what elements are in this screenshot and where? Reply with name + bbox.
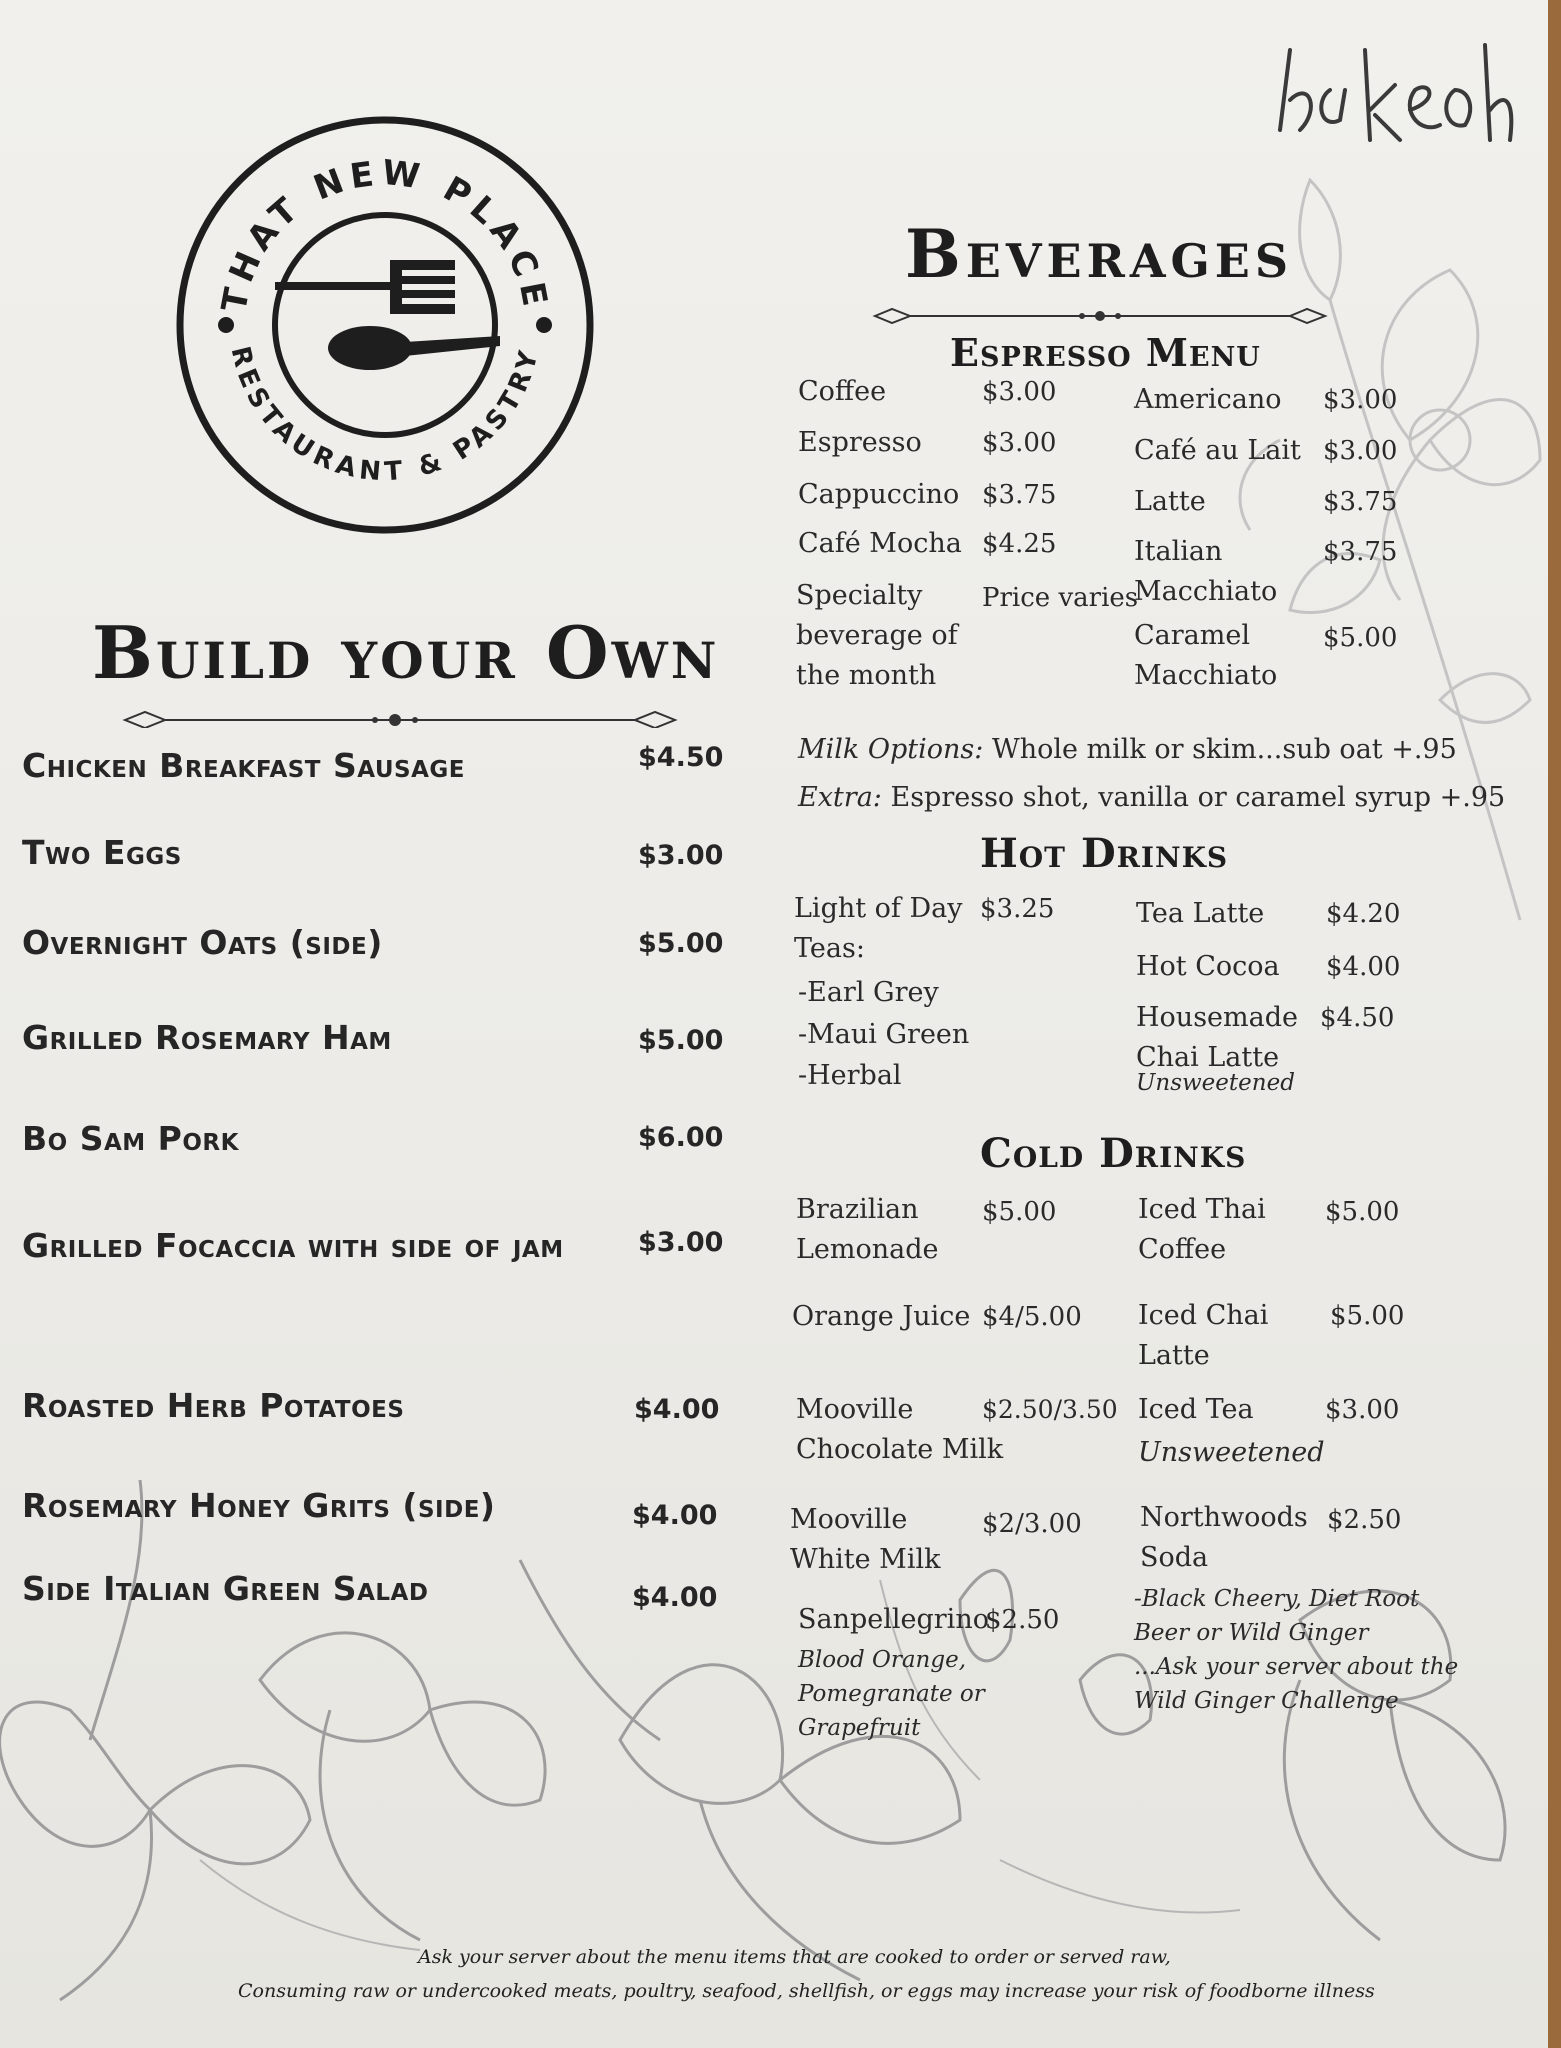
drink-price: $4.50	[1320, 1003, 1395, 1033]
drink-name: Coffee	[798, 376, 887, 407]
drink-price: $5.00	[982, 1197, 1057, 1227]
drink-price: $3.75	[1323, 537, 1398, 567]
drink-name: Hot Cocoa	[1136, 951, 1280, 982]
menu-item-name: Overnight Oats (side)	[22, 923, 383, 962]
drink-price: $3.00	[1325, 1395, 1400, 1425]
menu-item-price: $4.00	[634, 1394, 720, 1425]
menu-item-price: $5.00	[638, 928, 724, 959]
tea-option: -Maui Green	[798, 1019, 970, 1050]
drink-price: $5.00	[1325, 1197, 1400, 1227]
drink-name: Café Mocha	[798, 528, 962, 559]
drink-name: Cappuccino	[798, 479, 960, 510]
menu-item-price: $6.00	[638, 1122, 724, 1153]
menu-item-price: $3.00	[638, 1227, 724, 1258]
menu-item-name: Roasted Herb Potatoes	[22, 1386, 405, 1425]
drink-name: Italian Macchiato	[1134, 536, 1278, 607]
extra-options-label: Extra:	[798, 782, 882, 813]
fork-spoon-icon	[275, 260, 500, 370]
drink-price: $4/5.00	[982, 1302, 1082, 1332]
drink-name: Light of Day Teas:	[794, 893, 963, 964]
menu-item-price: $3.00	[638, 840, 724, 871]
drink-price: $2.50	[1327, 1505, 1402, 1535]
drink-name: Orange Juice	[792, 1301, 971, 1332]
drink-name: Espresso	[798, 427, 922, 458]
menu-item-name: Rosemary Honey Grits (side)	[22, 1486, 496, 1525]
drink-price: $4.00	[1326, 952, 1401, 982]
section-divider	[860, 304, 1340, 324]
menu-item-price: $5.00	[638, 1025, 724, 1056]
drink-price: $3.75	[1323, 487, 1398, 517]
footer-notice-line1: Ask your server about the menu items that are cooked to order or served raw,	[418, 1946, 1171, 1968]
milk-options	[798, 730, 1457, 770]
menu-item-price: $4.00	[632, 1582, 718, 1613]
tea-option: -Herbal	[798, 1060, 902, 1091]
logo-top-text: THAT NEW PLACE	[214, 152, 556, 316]
drink-price: $4.20	[1326, 899, 1401, 929]
drink-price: $3.25	[980, 894, 1055, 924]
drink-price: $4.25	[982, 529, 1057, 559]
menu-item-name: Side Italian Green Salad	[22, 1569, 429, 1608]
footer-notice-line2: Consuming raw or undercooked meats, poultry, seafood, shellfish, or eggs may increase your risk of foodborne illness	[238, 1980, 1375, 2002]
drink-name: Americano	[1134, 384, 1282, 415]
drink-price: $3.00	[1323, 385, 1398, 415]
drink-name: Café au Lait	[1134, 435, 1301, 466]
menu-item-name: Bo Sam Pork	[22, 1119, 239, 1158]
drink-name: Mooville White Milk	[790, 1504, 941, 1575]
drink-note: -Black Cheery, Diet Root Beer or Wild Ginger	[1134, 1586, 1420, 1646]
drink-name: Mooville Chocolate Milk	[796, 1394, 1004, 1465]
handwritten-note-text: Bakeshop	[1270, 30, 1275, 31]
drink-price: $3.00	[982, 428, 1057, 458]
drink-note: Blood Orange, Pomegranate or Grapefruit	[798, 1647, 985, 1741]
beverages-title: Beverages	[905, 215, 1294, 293]
svg-text:THAT NEW PLACE	[214, 153, 555, 315]
drink-name: Brazilian Lemonade	[796, 1194, 939, 1265]
drink-note: Unsweetened	[1136, 1070, 1295, 1096]
menu-item-name: Chicken Breakfast Sausage	[22, 746, 465, 785]
espresso-menu-title: Espresso Menu	[950, 330, 1261, 375]
tea-option: -Earl Grey	[798, 977, 939, 1008]
logo-bottom-text: RESTAURANT & PASTRY	[224, 343, 546, 488]
drink-name: Northwoods Soda	[1140, 1502, 1308, 1573]
drink-name: Housemade Chai Latte	[1136, 1002, 1298, 1073]
drink-name: Tea Latte	[1136, 898, 1265, 929]
drink-price: $3.75	[982, 480, 1057, 510]
cold-drinks-title: Cold Drinks	[980, 1130, 1247, 1177]
drink-price: $5.00	[1330, 1301, 1405, 1331]
drink-name: Specialty beverage of the month	[796, 580, 958, 691]
build-your-own-title: Build your Own	[92, 610, 720, 695]
drink-price: $3.00	[1323, 436, 1398, 466]
menu-item-name: Grilled Focaccia with side of jam	[22, 1226, 564, 1265]
drink-price: $2.50	[985, 1605, 1060, 1635]
drink-price: Price varies	[982, 583, 1139, 613]
drink-note: Unsweetened	[1138, 1437, 1325, 1468]
drink-price: $2/3.00	[982, 1509, 1082, 1539]
drink-price: $5.00	[1323, 623, 1398, 653]
drink-name: Sanpellegrino	[798, 1604, 989, 1635]
drink-price: $3.00	[982, 377, 1057, 407]
drink-name: Iced Thai Coffee	[1138, 1194, 1266, 1265]
hot-drinks-title: Hot Drinks	[980, 830, 1229, 877]
menu-item-price: $4.50	[638, 742, 724, 773]
drink-name: Iced Tea	[1138, 1394, 1254, 1425]
handwritten-note	[1270, 30, 1520, 160]
section-divider	[105, 708, 695, 728]
menu-item-name: Two Eggs	[22, 833, 182, 872]
extra-options-text: Espresso shot, vanilla or caramel syrup +.95	[890, 782, 1506, 813]
milk-options-text: Whole milk or skim...sub oat +.95	[991, 734, 1457, 765]
menu-item-name: Grilled Rosemary Ham	[22, 1018, 392, 1057]
menu-item-price: $4.00	[632, 1500, 718, 1531]
drink-name: Iced Chai Latte	[1138, 1300, 1269, 1371]
extra-options	[798, 778, 1505, 818]
drink-price: $2.50/3.50	[982, 1395, 1118, 1424]
restaurant-logo	[170, 110, 600, 540]
drink-name: Caramel Macchiato	[1134, 620, 1278, 691]
drink-name: Latte	[1134, 486, 1206, 517]
drink-note: ...Ask your server about the Wild Ginger Challenge	[1134, 1654, 1459, 1714]
milk-options-label: Milk Options:	[798, 734, 984, 765]
